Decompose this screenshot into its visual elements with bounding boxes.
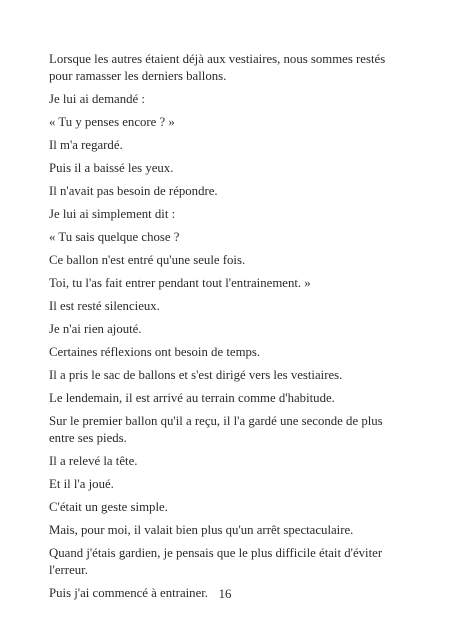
page-body <box>49 51 401 608</box>
page-number: 16 <box>218 587 232 601</box>
paragraph: Et il l'a joué. <box>49 477 114 491</box>
paragraph: Je lui ai simplement dit : <box>49 207 176 221</box>
paragraph: « Tu sais quelque chose ? <box>49 230 180 244</box>
paragraph: Certaines réflexions ont besoin de temps. <box>49 345 261 359</box>
paragraph: Ce ballon n'est entré qu'une seule fois. <box>49 253 246 267</box>
paragraph: Toi, tu l'as fait entrer pendant tout l'entrainement. » <box>49 276 311 290</box>
paragraph: Il est resté silencieux. <box>49 299 160 313</box>
paragraph: Sur le premier ballon qu'il a reçu, il l'a gardé une seconde de plus entre ses pieds. <box>49 414 383 445</box>
paragraph: Je n'ai rien ajouté. <box>49 322 142 336</box>
paragraph: C'était un geste simple. <box>49 500 168 514</box>
paragraph: Il a relevé la tête. <box>49 454 138 468</box>
paragraph: Il m'a regardé. <box>49 138 123 152</box>
paragraph: Il n'avait pas besoin de répondre. <box>49 184 218 198</box>
paragraph: Quand j'étais gardien, je pensais que le plus difficile était d'éviter l'erreur. <box>49 546 383 577</box>
paragraph: Puis j'ai commencé à entrainer. <box>49 586 209 600</box>
paragraph: Puis il a baissé les yeux. <box>49 161 174 175</box>
paragraph: Lorsque les autres étaient déjà aux vestiaires, nous sommes restés pour ramasser les derniers ballons. <box>49 52 386 83</box>
paragraph: Il a pris le sac de ballons et s'est dirigé vers les vestiaires. <box>49 368 343 382</box>
paragraph: Le lendemain, il est arrivé au terrain comme d'habitude. <box>49 391 335 405</box>
paragraph: Je lui ai demandé : <box>49 92 145 106</box>
paragraph: Mais, pour moi, il valait bien plus qu'un arrêt spectaculaire. <box>49 523 354 537</box>
paragraph: « Tu y penses encore ? » <box>49 115 175 129</box>
